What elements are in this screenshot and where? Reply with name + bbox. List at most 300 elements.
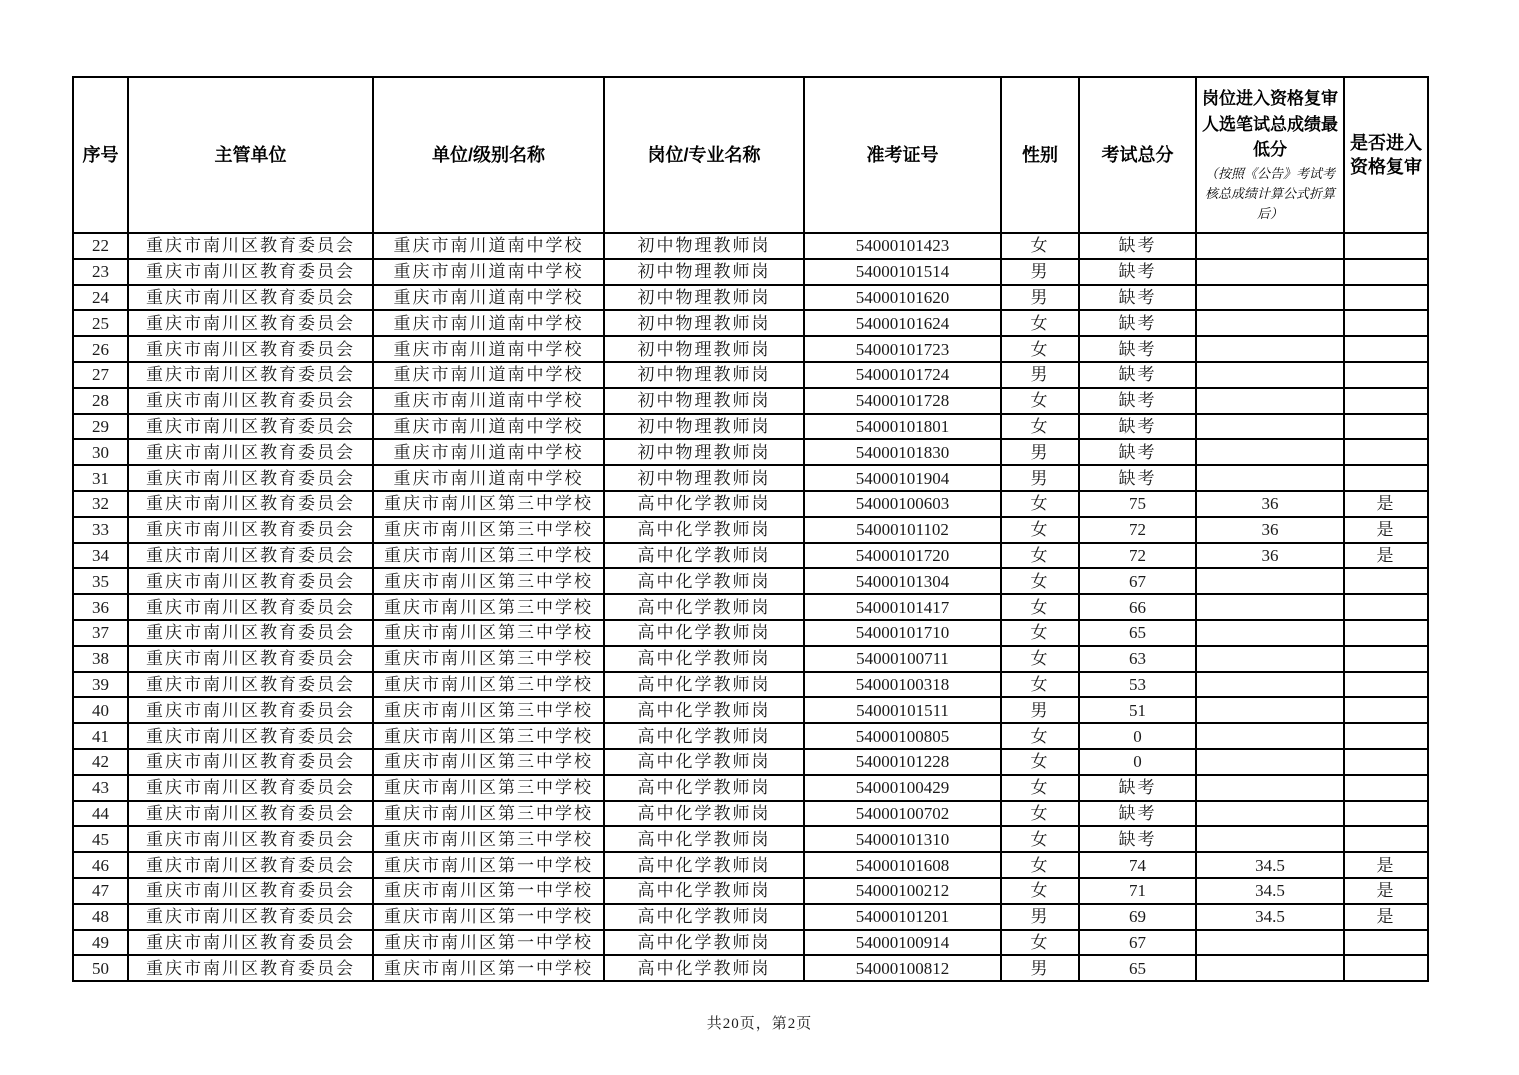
cell-total_score: 75	[1079, 491, 1196, 517]
cell-review	[1344, 826, 1428, 852]
cell-unit: 重庆市南川区第一中学校	[373, 930, 604, 956]
cell-unit: 重庆市南川区第三中学校	[373, 646, 604, 672]
cell-ticket: 54000101201	[804, 904, 1001, 930]
table-row	[73, 310, 1428, 336]
cell-position: 高中化学教师岗	[604, 826, 804, 852]
cell-position: 高中化学教师岗	[604, 543, 804, 569]
cell-unit: 重庆市南川区第三中学校	[373, 826, 604, 852]
cell-index: 23	[73, 259, 128, 285]
cell-min_score	[1196, 439, 1344, 465]
cell-review	[1344, 646, 1428, 672]
col-header-unit: 单位/级别名称	[373, 77, 604, 233]
cell-supervisor: 重庆市南川区教育委员会	[128, 310, 373, 336]
cell-total_score: 67	[1079, 568, 1196, 594]
cell-position: 高中化学教师岗	[604, 801, 804, 827]
cell-position: 高中化学教师岗	[604, 904, 804, 930]
cell-index: 30	[73, 439, 128, 465]
cell-position: 高中化学教师岗	[604, 930, 804, 956]
cell-total_score: 67	[1079, 930, 1196, 956]
cell-ticket: 54000101624	[804, 310, 1001, 336]
cell-supervisor: 重庆市南川区教育委员会	[128, 543, 373, 569]
table-row	[73, 955, 1428, 981]
cell-total_score: 65	[1079, 620, 1196, 646]
cell-min_score	[1196, 336, 1344, 362]
cell-review	[1344, 801, 1428, 827]
cell-gender: 女	[1001, 491, 1079, 517]
cell-min_score	[1196, 285, 1344, 311]
cell-supervisor: 重庆市南川区教育委员会	[128, 723, 373, 749]
cell-supervisor: 重庆市南川区教育委员会	[128, 439, 373, 465]
cell-gender: 女	[1001, 826, 1079, 852]
cell-ticket: 54000101720	[804, 543, 1001, 569]
cell-unit: 重庆市南川道南中学校	[373, 336, 604, 362]
cell-review	[1344, 336, 1428, 362]
table-row	[73, 697, 1428, 723]
cell-position: 高中化学教师岗	[604, 620, 804, 646]
cell-ticket: 54000101304	[804, 568, 1001, 594]
cell-total_score: 缺考	[1079, 336, 1196, 362]
cell-ticket: 54000100603	[804, 491, 1001, 517]
cell-ticket: 54000100429	[804, 775, 1001, 801]
col-header-total-score: 考试总分	[1079, 77, 1196, 233]
cell-review	[1344, 749, 1428, 775]
cell-min_score: 34.5	[1196, 878, 1344, 904]
cell-review	[1344, 414, 1428, 440]
cell-total_score: 69	[1079, 904, 1196, 930]
cell-min_score	[1196, 672, 1344, 698]
cell-index: 37	[73, 620, 128, 646]
cell-min_score: 34.5	[1196, 852, 1344, 878]
cell-min_score	[1196, 233, 1344, 259]
cell-total_score: 缺考	[1079, 826, 1196, 852]
table-row	[73, 233, 1428, 259]
cell-min_score	[1196, 362, 1344, 388]
cell-position: 初中物理教师岗	[604, 362, 804, 388]
table-row	[73, 723, 1428, 749]
cell-min_score	[1196, 594, 1344, 620]
cell-unit: 重庆市南川区第一中学校	[373, 852, 604, 878]
table-row	[73, 259, 1428, 285]
cell-min_score: 36	[1196, 491, 1344, 517]
table-row	[73, 439, 1428, 465]
cell-position: 高中化学教师岗	[604, 517, 804, 543]
cell-supervisor: 重庆市南川区教育委员会	[128, 594, 373, 620]
cell-position: 高中化学教师岗	[604, 568, 804, 594]
cell-supervisor: 重庆市南川区教育委员会	[128, 388, 373, 414]
cell-position: 高中化学教师岗	[604, 955, 804, 981]
cell-gender: 女	[1001, 388, 1079, 414]
cell-gender: 男	[1001, 697, 1079, 723]
cell-review	[1344, 594, 1428, 620]
cell-ticket: 54000101723	[804, 336, 1001, 362]
cell-ticket: 54000101724	[804, 362, 1001, 388]
cell-gender: 男	[1001, 259, 1079, 285]
cell-min_score	[1196, 465, 1344, 491]
cell-review	[1344, 723, 1428, 749]
cell-gender: 男	[1001, 439, 1079, 465]
table-row	[73, 646, 1428, 672]
cell-gender: 女	[1001, 930, 1079, 956]
cell-supervisor: 重庆市南川区教育委员会	[128, 955, 373, 981]
cell-min_score	[1196, 930, 1344, 956]
cell-gender: 女	[1001, 801, 1079, 827]
cell-unit: 重庆市南川区第三中学校	[373, 517, 604, 543]
cell-supervisor: 重庆市南川区教育委员会	[128, 465, 373, 491]
cell-unit: 重庆市南川区第一中学校	[373, 955, 604, 981]
cell-total_score: 缺考	[1079, 801, 1196, 827]
cell-unit: 重庆市南川道南中学校	[373, 388, 604, 414]
cell-min_score	[1196, 775, 1344, 801]
cell-total_score: 缺考	[1079, 259, 1196, 285]
cell-review: 是	[1344, 904, 1428, 930]
cell-unit: 重庆市南川道南中学校	[373, 233, 604, 259]
cell-index: 25	[73, 310, 128, 336]
cell-total_score: 51	[1079, 697, 1196, 723]
cell-unit: 重庆市南川区第三中学校	[373, 775, 604, 801]
col-header-position: 岗位/专业名称	[604, 77, 804, 233]
cell-position: 高中化学教师岗	[604, 878, 804, 904]
cell-ticket: 54000101514	[804, 259, 1001, 285]
cell-min_score	[1196, 310, 1344, 336]
cell-index: 33	[73, 517, 128, 543]
cell-supervisor: 重庆市南川区教育委员会	[128, 930, 373, 956]
table-row	[73, 388, 1428, 414]
cell-unit: 重庆市南川区第三中学校	[373, 568, 604, 594]
table-row	[73, 362, 1428, 388]
cell-ticket: 54000101801	[804, 414, 1001, 440]
cell-ticket: 54000101511	[804, 697, 1001, 723]
cell-supervisor: 重庆市南川区教育委员会	[128, 233, 373, 259]
cell-ticket: 54000100702	[804, 801, 1001, 827]
cell-review	[1344, 388, 1428, 414]
cell-supervisor: 重庆市南川区教育委员会	[128, 362, 373, 388]
cell-unit: 重庆市南川区第三中学校	[373, 697, 604, 723]
cell-index: 29	[73, 414, 128, 440]
cell-unit: 重庆市南川区第一中学校	[373, 904, 604, 930]
cell-min_score	[1196, 697, 1344, 723]
cell-position: 高中化学教师岗	[604, 749, 804, 775]
cell-review	[1344, 310, 1428, 336]
cell-position: 高中化学教师岗	[604, 646, 804, 672]
cell-gender: 女	[1001, 336, 1079, 362]
cell-supervisor: 重庆市南川区教育委员会	[128, 620, 373, 646]
page-footer: 共20页，第2页	[706, 1016, 813, 1032]
col-header-supervisor: 主管单位	[128, 77, 373, 233]
cell-supervisor: 重庆市南川区教育委员会	[128, 697, 373, 723]
cell-unit: 重庆市南川区第一中学校	[373, 878, 604, 904]
cell-total_score: 72	[1079, 517, 1196, 543]
cell-index: 43	[73, 775, 128, 801]
cell-review	[1344, 233, 1428, 259]
cell-unit: 重庆市南川区第三中学校	[373, 723, 604, 749]
cell-gender: 男	[1001, 285, 1079, 311]
cell-review: 是	[1344, 543, 1428, 569]
cell-total_score: 63	[1079, 646, 1196, 672]
cell-position: 初中物理教师岗	[604, 285, 804, 311]
cell-ticket: 54000100805	[804, 723, 1001, 749]
table-row	[73, 414, 1428, 440]
cell-total_score: 缺考	[1079, 362, 1196, 388]
cell-unit: 重庆市南川道南中学校	[373, 465, 604, 491]
cell-ticket: 54000101228	[804, 749, 1001, 775]
cell-supervisor: 重庆市南川区教育委员会	[128, 801, 373, 827]
cell-unit: 重庆市南川区第三中学校	[373, 491, 604, 517]
cell-index: 35	[73, 568, 128, 594]
col-header-gender: 性别	[1001, 77, 1079, 233]
cell-unit: 重庆市南川区第三中学校	[373, 543, 604, 569]
cell-supervisor: 重庆市南川区教育委员会	[128, 285, 373, 311]
cell-gender: 女	[1001, 543, 1079, 569]
cell-position: 初中物理教师岗	[604, 233, 804, 259]
cell-gender: 男	[1001, 904, 1079, 930]
cell-review	[1344, 285, 1428, 311]
table-row	[73, 826, 1428, 852]
header-row	[73, 77, 1428, 233]
table-row	[73, 904, 1428, 930]
cell-supervisor: 重庆市南川区教育委员会	[128, 414, 373, 440]
cell-unit: 重庆市南川道南中学校	[373, 285, 604, 311]
cell-index: 39	[73, 672, 128, 698]
cell-total_score: 缺考	[1079, 310, 1196, 336]
cell-unit: 重庆市南川区第三中学校	[373, 620, 604, 646]
cell-index: 50	[73, 955, 128, 981]
cell-total_score: 65	[1079, 955, 1196, 981]
cell-gender: 女	[1001, 414, 1079, 440]
cell-index: 49	[73, 930, 128, 956]
cell-ticket: 54000101102	[804, 517, 1001, 543]
cell-index: 32	[73, 491, 128, 517]
cell-review	[1344, 930, 1428, 956]
cell-position: 高中化学教师岗	[604, 697, 804, 723]
cell-total_score: 71	[1079, 878, 1196, 904]
cell-unit: 重庆市南川道南中学校	[373, 310, 604, 336]
cell-position: 初中物理教师岗	[604, 259, 804, 285]
cell-unit: 重庆市南川道南中学校	[373, 439, 604, 465]
cell-ticket: 54000100914	[804, 930, 1001, 956]
exam-results-table	[72, 76, 1429, 982]
table-row	[73, 620, 1428, 646]
cell-index: 42	[73, 749, 128, 775]
cell-position: 初中物理教师岗	[604, 414, 804, 440]
cell-index: 46	[73, 852, 128, 878]
cell-index: 40	[73, 697, 128, 723]
cell-gender: 女	[1001, 594, 1079, 620]
cell-gender: 女	[1001, 878, 1079, 904]
cell-gender: 女	[1001, 517, 1079, 543]
table-row	[73, 543, 1428, 569]
cell-index: 27	[73, 362, 128, 388]
cell-review: 是	[1344, 852, 1428, 878]
cell-ticket: 54000101710	[804, 620, 1001, 646]
cell-total_score: 缺考	[1079, 388, 1196, 414]
cell-supervisor: 重庆市南川区教育委员会	[128, 259, 373, 285]
cell-total_score: 66	[1079, 594, 1196, 620]
cell-ticket: 54000100212	[804, 878, 1001, 904]
cell-min_score	[1196, 723, 1344, 749]
cell-review	[1344, 465, 1428, 491]
cell-min_score	[1196, 568, 1344, 594]
cell-index: 47	[73, 878, 128, 904]
cell-gender: 女	[1001, 775, 1079, 801]
cell-ticket: 54000101728	[804, 388, 1001, 414]
cell-unit: 重庆市南川区第三中学校	[373, 672, 604, 698]
table-row	[73, 465, 1428, 491]
table-body	[73, 233, 1428, 981]
cell-index: 41	[73, 723, 128, 749]
cell-total_score: 缺考	[1079, 233, 1196, 259]
cell-gender: 女	[1001, 233, 1079, 259]
cell-ticket: 54000101830	[804, 439, 1001, 465]
cell-position: 初中物理教师岗	[604, 439, 804, 465]
cell-review	[1344, 568, 1428, 594]
table-row	[73, 878, 1428, 904]
cell-supervisor: 重庆市南川区教育委员会	[128, 336, 373, 362]
cell-index: 26	[73, 336, 128, 362]
cell-review	[1344, 697, 1428, 723]
cell-total_score: 缺考	[1079, 439, 1196, 465]
cell-min_score	[1196, 414, 1344, 440]
cell-position: 初中物理教师岗	[604, 465, 804, 491]
cell-position: 高中化学教师岗	[604, 594, 804, 620]
cell-min_score	[1196, 646, 1344, 672]
cell-index: 45	[73, 826, 128, 852]
cell-supervisor: 重庆市南川区教育委员会	[128, 568, 373, 594]
cell-position: 初中物理教师岗	[604, 310, 804, 336]
cell-unit: 重庆市南川区第三中学校	[373, 801, 604, 827]
cell-gender: 男	[1001, 362, 1079, 388]
cell-index: 44	[73, 801, 128, 827]
cell-ticket: 54000100318	[804, 672, 1001, 698]
table-row	[73, 801, 1428, 827]
cell-review: 是	[1344, 517, 1428, 543]
cell-position: 高中化学教师岗	[604, 672, 804, 698]
cell-gender: 女	[1001, 723, 1079, 749]
table-row	[73, 930, 1428, 956]
cell-min_score: 34.5	[1196, 904, 1344, 930]
cell-gender: 男	[1001, 465, 1079, 491]
cell-gender: 女	[1001, 672, 1079, 698]
cell-min_score	[1196, 955, 1344, 981]
cell-review: 是	[1344, 878, 1428, 904]
cell-index: 31	[73, 465, 128, 491]
cell-total_score: 缺考	[1079, 414, 1196, 440]
cell-supervisor: 重庆市南川区教育委员会	[128, 491, 373, 517]
table-row	[73, 852, 1428, 878]
cell-ticket: 54000100711	[804, 646, 1001, 672]
table-row	[73, 749, 1428, 775]
cell-unit: 重庆市南川道南中学校	[373, 414, 604, 440]
cell-supervisor: 重庆市南川区教育委员会	[128, 646, 373, 672]
cell-total_score: 74	[1079, 852, 1196, 878]
cell-review	[1344, 775, 1428, 801]
cell-gender: 男	[1001, 955, 1079, 981]
cell-total_score: 0	[1079, 749, 1196, 775]
cell-gender: 女	[1001, 310, 1079, 336]
cell-index: 24	[73, 285, 128, 311]
table-row	[73, 491, 1428, 517]
table-row	[73, 517, 1428, 543]
cell-index: 48	[73, 904, 128, 930]
cell-gender: 女	[1001, 852, 1079, 878]
table-row	[73, 285, 1428, 311]
cell-supervisor: 重庆市南川区教育委员会	[128, 775, 373, 801]
cell-supervisor: 重庆市南川区教育委员会	[128, 904, 373, 930]
col-header-review: 是否进入资格复审	[1344, 77, 1428, 233]
cell-supervisor: 重庆市南川区教育委员会	[128, 878, 373, 904]
cell-total_score: 0	[1079, 723, 1196, 749]
cell-total_score: 缺考	[1079, 285, 1196, 311]
cell-ticket: 54000101423	[804, 233, 1001, 259]
cell-gender: 女	[1001, 620, 1079, 646]
cell-ticket: 54000101620	[804, 285, 1001, 311]
cell-review	[1344, 439, 1428, 465]
cell-total_score: 缺考	[1079, 775, 1196, 801]
col-header-min-score-note: （按照《公告》考试考核总成绩计算公式折算后）	[1204, 165, 1335, 221]
col-header-index: 序号	[73, 77, 128, 233]
table-row	[73, 336, 1428, 362]
cell-total_score: 72	[1079, 543, 1196, 569]
cell-ticket: 54000100812	[804, 955, 1001, 981]
cell-min_score	[1196, 826, 1344, 852]
cell-min_score	[1196, 388, 1344, 414]
cell-position: 高中化学教师岗	[604, 491, 804, 517]
cell-ticket: 54000101608	[804, 852, 1001, 878]
cell-supervisor: 重庆市南川区教育委员会	[128, 826, 373, 852]
cell-index: 28	[73, 388, 128, 414]
cell-review	[1344, 955, 1428, 981]
cell-ticket: 54000101904	[804, 465, 1001, 491]
cell-ticket: 54000101310	[804, 826, 1001, 852]
cell-ticket: 54000101417	[804, 594, 1001, 620]
cell-position: 高中化学教师岗	[604, 852, 804, 878]
cell-review	[1344, 620, 1428, 646]
cell-gender: 女	[1001, 646, 1079, 672]
col-header-min-score	[1196, 77, 1344, 233]
cell-position: 初中物理教师岗	[604, 336, 804, 362]
cell-gender: 女	[1001, 749, 1079, 775]
cell-supervisor: 重庆市南川区教育委员会	[128, 672, 373, 698]
cell-review: 是	[1344, 491, 1428, 517]
cell-min_score	[1196, 801, 1344, 827]
table-row	[73, 594, 1428, 620]
cell-total_score: 53	[1079, 672, 1196, 698]
cell-total_score: 缺考	[1079, 465, 1196, 491]
cell-min_score	[1196, 259, 1344, 285]
cell-min_score	[1196, 749, 1344, 775]
cell-min_score	[1196, 620, 1344, 646]
cell-min_score: 36	[1196, 517, 1344, 543]
cell-index: 38	[73, 646, 128, 672]
cell-min_score: 36	[1196, 543, 1344, 569]
cell-supervisor: 重庆市南川区教育委员会	[128, 517, 373, 543]
col-header-ticket: 准考证号	[804, 77, 1001, 233]
table-row	[73, 775, 1428, 801]
cell-unit: 重庆市南川区第三中学校	[373, 749, 604, 775]
cell-supervisor: 重庆市南川区教育委员会	[128, 852, 373, 878]
cell-index: 22	[73, 233, 128, 259]
cell-unit: 重庆市南川区第三中学校	[373, 594, 604, 620]
cell-review	[1344, 259, 1428, 285]
cell-index: 34	[73, 543, 128, 569]
cell-gender: 女	[1001, 568, 1079, 594]
cell-index: 36	[73, 594, 128, 620]
col-header-min-score-label: 岗位进入资格复审人选笔试总成绩最低分	[1202, 89, 1338, 160]
table-row	[73, 672, 1428, 698]
cell-review	[1344, 672, 1428, 698]
cell-position: 高中化学教师岗	[604, 775, 804, 801]
cell-unit: 重庆市南川道南中学校	[373, 362, 604, 388]
cell-review	[1344, 362, 1428, 388]
